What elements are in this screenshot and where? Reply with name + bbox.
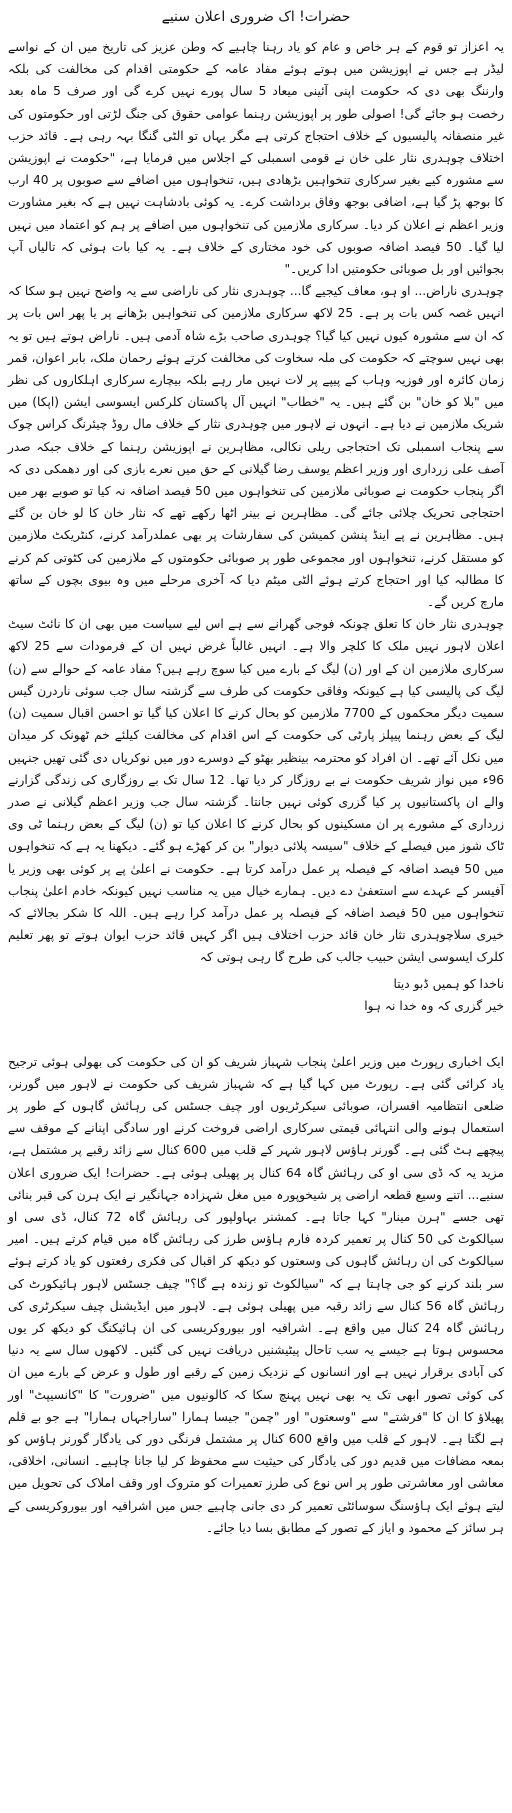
column-section-2 [8,1051,504,1539]
column-headline: حضرات! اک ضروری اعلان سنیے [161,9,351,25]
paragraph-4: ایک اخباری رپورٹ میں وزیر اعلیٰ پنجاب شہباز شریف کو ان کی حکومت کی بھولی ہوئی ترجیح یاد کرائی گئی ہے۔ رپورٹ میں کہا گیا ہے کہ شہباز شریف کی حکومت نے لاہور میں گورنر، ضلعی انتظامیہ افسران، صوبائی سیکرٹریوں اور چیف جسٹس کی رہائش گاہوں کے طور پر استعمال ہونے والی انتہائی قیمتی سرکاری اراضی فروخت کرنے اور سادگی اپنانے کے موقف سے پیچھے ہٹ گئی ہے۔ گورنر ہاؤس لاہور شہر کے قلب میں 600 کنال سے زائد رقبے پر مشتمل ہے، مزید یہ کہ ڈی سی او کی رہائش گاہ 64 کنال پر پھیلی ہوئی ہے۔ حضرات! ایک ضروری اعلان سنیے... اتنے وسیع قطعہ اراضی پر شیخوپورہ میں مغل شہزادہ جہانگیر نے ایک ہرن کی قبر بنائی تھی جسے "ہرن مینار" کہا جاتا ہے۔ کمشنر بہاولپور کی رہائش گاہ 72 کنال، ڈی سی او سیالکوٹ کی 50 کنال پر تعمیر کردہ فارم ہاؤس طرز کی رہائش گاہ میں قیام کرتے ہیں۔ امیر سیالکوٹ کی ان رہائش گاہوں کی وسعتوں کو دیکھ کر اقبال کی فکری رفعتوں کو یاد کرتے ہوئے سر بلند کرنے کو جی چاہتا ہے کہ "سیالکوٹ تو زندہ ہے گا؟" چیف جسٹس لاہور ہائیکورٹ کی رہائش گاہ 56 کنال سے زائد رقبہ میں پھیلی ہوئی ہے۔ لاہور میں ایڈیشنل چیف سیکرٹری کی رہائش گاہ 24 کنال میں واقع ہے۔ اشرافیہ اور بیوروکریسی کی ان ہائیکنگ کو دیکھ کر یوں محسوس ہوتا ہے جیسے یہ سب تاحال پیٹیشنیں دریافت نہیں کی گئیں۔ لاکھوں سال سے یہ دنیا کی آبادی برقرار نہیں ہے اور انسانوں کے نزدیک زمین کے رقبے اور طول و عرض کے بارے میں ان کی کوئی تصور ابھی تک یہ بھی نہیں پہنچ سکا کہ کالونیوں میں "ضرورت" کا "کانسیپٹ" اور پھیلاؤ کا ان کا "فرشتے" سے "وسعتوں" اور "چمن" جیسا ہمارا "ساراجہاں ہمارا" ہے جو بے قلم ہے لگتا ہے۔ لاہور کے قلب میں واقع 600 کنال پر مشتمل فرنگی دور کی یادگار گورنر ہاؤس کو بمعہ مضافات میں قدیم دور کی یادگار کی حیثیت سے محفوظ کر لیا جانا چاہیے۔ انسانی، اخلاقی، معاشی اور معاشرتی طور پر اس نوع کی طرز تعمیرات کو متروک اور وقف املاک کی تحویل میں لیتے ہوئے ایک ہاؤسنگ سوسائٹی تعمیر کر دی جانی چاہیے جس میں اشرافیہ اور بیوروکریسی کے ہر سائز کے محمود و ایاز کے تصور کے مطابق بسا دیا جائے۔ [8,1054,505,1535]
poetry-line-1: ناخدا کو ہمیں ڈبو دیتا [393,976,504,991]
section-gap [8,1017,504,1051]
paragraph-2: چوہدری ناراض... او ہو، معاف کیجیے گا... چوہدری نثار کی ناراضی سے یہ واضح نہیں ہو سکا کہ انہیں غصہ کس بات پر ہے۔ 25 لاکھ سرکاری ملازمین کی تنخواہیں بڑھانے پر یا پھر اس بات پر کہ ان سے مشورہ کیوں نہیں کیا گیا؟ چوہدری صاحب بڑے شاہ آدمی ہیں۔ ناراض ہوتے ہیں تو یہ بھی نہیں سوچتے کہ حکومت کی ملہ سخاوت کی مخالفت کرتے ہوئے رحمان ملک، بابر اعوان، قمر زمان کائرہ اور فوزیہ وہاب کے پیپے پر لات نہیں مار رہے بلکہ بیچارے سرکاری اہلکاروں کی نظر میں "بلا کو خان" بن گئے ہیں۔ یہ "خطاب" انہیں آل پاکستان کلرکس ایسوسی ایشن (اپکا) میں شریک ملازمین نے دیا ہے۔ انہوں نے لاہور میں چوہدری نثار کے خلاف مال روڈ چیئرنگ کراس چوک سے پنجاب اسمبلی تک احتجاجی ریلی نکالی، مظاہرین نے اپوزیشن رہنما کے خلاف جبکہ صدر آصف علی زرداری اور وزیر اعظم یوسف رضا گیلانی کے حق میں نعرے بازی کی اور دھمکی دی کہ اگر پنجاب حکومت نے صوبائی ملازمین کی تنخواہوں میں 50 فیصد اضافہ نہ کیا تو صوبے بھر میں احتجاجی تحریک چلائی جائے گی۔ مظاہرین نے بینر اٹھا رکھے تھے کہ نثار خان کا لو خان بن گئے ہیں۔ مظاہرین نے پے اینڈ پنشن کمیشن کی سفارشات پر بھی عملدرآمد کرنے، کنٹریکٹ ملازمین کو مستقل کرنے، تنخواہوں اور مجموعی طور پر صوبائی حکومتوں کے ملازمین کی کٹوتی کم کرنے کا مطالبہ کیا اور احتجاج کرتے ہوئے الٹی میٹم دیا کہ آخری مرحلے میں وہ بیوی بچوں کے ساتھ مارچ کریں گے۔ [8,284,505,610]
paragraph-1: یہ اعزاز تو قوم کے ہر خاص و عام کو یاد رہنا چاہیے کہ وطن عزیز کی تاریخ میں ان کے نواسے لیڈر ہے جس نے اپوزیشن میں ہوتے ہوئے مفاد عامہ کے حکومتی اقدام کی مخالفت کی بلکہ وارننگ بھی دی کہ حکومت اپنی آئینی میعاد 5 سال پورے نہیں کرے گی اور صرف 5 ماہ بعد رخصت ہو جائے گی! اصولی طور پر اپوزیشن رہنما عوامی حقوق کی جنگ لڑتی اور حکومتوں کی غیر منصفانہ پالیسیوں کے خلاف احتجاج کرتی ہے مگر یہاں تو الٹی گنگا بہہ رہی ہے۔ قائد حزب اختلاف چوہدری نثار علی خان نے قومی اسمبلی کے اجلاس میں فرمایا ہے، "حکومت نے اپوزیشن سے مشورہ کیے بغیر سرکاری تنخواہیں بڑھادی ہیں، تنخواہوں میں اضافے سے صوبوں پر 40 ارب کا بوجھ پڑ گیا ہے، اضافی بوجھ وفاق برداشت کرے۔ یہ کوئی بادشاہت نہیں ہے کہ بغیر مشاورت وزیر اعظم نے اعلان کر دیا۔ سرکاری ملازمین کی تنخواہوں میں اضافے پر ہم کو اعتماد میں نہیں لیا گیا۔ 50 فیصد اضافہ صوبوں کی خود مختاری کے خلاف ہے۔ یہ کیا بات ہوئی کہ تالیاں آپ بجوائیں اور بل صوبائی حکومتیں ادا کریں۔" [8,40,504,277]
poetry-line-2: خیر گزری کہ وہ خدا نہ ہوا [364,998,504,1013]
column-section-1 [8,36,504,969]
paragraph-3: چوہدری نثار خان کا تعلق چونکہ فوجی گھرانے سے ہے اس لیے سیاست میں بھی ان کا نائٹ سیٹ اعلان لاہور نہیں ملک کا کلچر والا ہے۔ انہیں غالباً غرض نہیں ان کے فرمودات سے 25 لاکھ سرکاری ملازمین ان کے اور (ن) لیگ کے بارے میں کیا سوچ رہے ہیں؟ مفاد عامہ کے حوالے سے (ن) لیگ کی پالیسی کیا ہے کیونکہ وفاقی حکومت کی طرف سے گزشتہ سال جب سوئی ناردرن گیس سمیت دیگر محکموں کے 7700 ملازمین کو بحال کرنے کا اعلان کیا گیا تو احسن اقبال سمیت (ن) لیگ کے بعض رہنما پیپلز پارٹی کی حکومت کے اس اقدام کی مخالفت کیلئے خم ٹھونک کر میدان میں نکل آئے تھے۔ ان افراد کو محترمہ بینظیر بھٹو کے دوسرے دور میں نوکریاں دی گئی تھیں جنہیں 96ء میں نواز شریف حکومت نے بے روزگار کر دیا تھا۔ 12 سال تک بے روزگاری کی زندگی گزارنے والے ان پاکستانیوں پر کیا گزری کوئی نہیں جانتا۔ گزشتہ سال جب وزیر اعظم گیلانی نے صدر زرداری کے مشورے پر ان مسکینوں کو بحال کرنے کا اعلان کیا تو (ن) لیگ کے بعض رہنما ٹی وی ٹاک شوز میں فیصلے کے خلاف "سیسہ پلائی دیوار" بن کر کھڑے ہو گئے۔ دیکھنا یہ ہے کہ تنخواہوں میں 50 فیصد اضافہ کے فیصلہ پر عمل درآمد کرتا ہے۔ حکومت نے اعلیٰ پے پر کوئی بھی وزیر یا آفیسر کے عہدے سے استعفیٰ دے دیں۔ ہمارے خیال میں یہ مناسب نہیں کیونکہ خادم اعلیٰ پنجاب تنخواہوں میں 50 فیصد اضافہ کے فیصلہ پر عمل درآمد کرا رہے ہیں۔ اللہ کا شکر بجالائے کہ خیری سلاچوہدری نثار خان قائد حزب اختلاف ہیں اگر کہیں قائد حزب ایوان ہوتے تو پھر تعلیم کلرک ایسوسی ایشن حبیب جالب کی طرح گا رہی ہوتی کہ [8,617,505,965]
poetry-couplet [8,973,504,1017]
